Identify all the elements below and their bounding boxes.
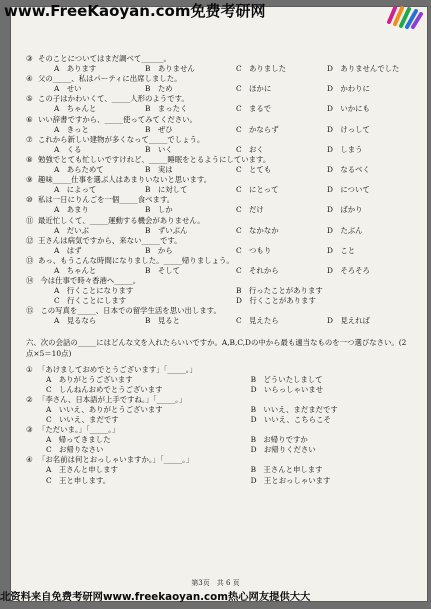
option-a[interactable]: A ちゃんと — [54, 104, 97, 114]
option-d[interactable]: D お帰りください — [250, 445, 316, 455]
option-c[interactable]: C しんねんおめでとうございます — [46, 384, 163, 394]
option-d[interactable]: D いいえ、こちらこそ — [250, 415, 331, 424]
question-text: 今は仕事で時々香港へ_____。 — [40, 276, 141, 286]
question-list — [26, 54, 418, 276]
option-a[interactable]: A によって — [54, 185, 97, 195]
dialogue-item — [26, 425, 418, 455]
question-text: 父の_____、私はパーティに出席しました。 — [38, 74, 182, 84]
footer-banner: 北资料来自免费考研网www.freekaoyan.com热心网友提供大大 — [0, 591, 311, 603]
question-text: 「ただいま。」「_____。」 — [38, 425, 120, 435]
site-banner — [0, 0, 431, 22]
question-item — [26, 216, 418, 236]
option-d[interactable]: D について — [327, 185, 370, 195]
option-d[interactable]: D こと — [327, 245, 356, 255]
option-b[interactable]: B そして — [145, 265, 180, 275]
question-number: ④ — [26, 455, 33, 465]
page-number: 第3页 共 6 页 — [191, 579, 240, 587]
option-c[interactable]: C それから — [236, 265, 279, 275]
dialogue-item — [26, 455, 418, 485]
option-b[interactable]: B から — [145, 245, 173, 255]
options — [26, 125, 418, 135]
option-a[interactable]: A いいえ、ありがとうございます — [46, 404, 163, 414]
option-b[interactable]: B 実は — [145, 165, 173, 175]
options — [26, 465, 418, 485]
option-d[interactable]: D なるべく — [327, 165, 370, 175]
exam-content — [26, 54, 418, 486]
question-text: いい辞書ですから、_____使ってみてください。 — [38, 114, 197, 124]
question-number: ③ — [26, 54, 33, 63]
option-d[interactable]: D そろそろ — [327, 265, 370, 275]
options — [26, 286, 418, 306]
option-c[interactable]: C 行くことにします — [54, 296, 127, 306]
question-number: ⑫ — [26, 235, 34, 245]
question-item — [26, 135, 418, 155]
option-d[interactable]: D 王とおっしゃいます — [250, 475, 331, 485]
option-b[interactable]: B ずいぶん — [145, 225, 188, 235]
dialogue-item — [26, 365, 418, 395]
option-a[interactable]: A あまり — [54, 205, 89, 215]
options — [26, 185, 418, 195]
question-item — [26, 236, 418, 256]
question-item — [26, 195, 418, 215]
option-d[interactable]: D ばかり — [327, 205, 363, 215]
question-item — [26, 54, 418, 74]
option-c[interactable]: C ありました — [236, 64, 286, 74]
option-a[interactable]: A 王さんと申します — [46, 465, 118, 475]
question-number: ⑨ — [26, 175, 33, 185]
option-a[interactable]: A きっと — [54, 124, 89, 134]
option-d[interactable]: D けっして — [327, 124, 370, 134]
option-d[interactable]: D たぶん — [327, 225, 363, 235]
option-b[interactable]: B しか — [145, 205, 173, 215]
options — [26, 104, 418, 114]
option-b[interactable]: B に対して — [145, 185, 188, 195]
options — [26, 266, 418, 276]
option-b[interactable]: B 王さんと申します — [250, 465, 323, 475]
options — [26, 246, 418, 256]
option-b[interactable]: B ありません — [145, 64, 195, 74]
option-c[interactable]: C 見えたら — [236, 316, 279, 326]
dialogue-item — [26, 395, 418, 425]
option-c[interactable]: C 王と申します。 — [46, 475, 111, 485]
options — [26, 316, 418, 326]
option-b[interactable]: B ぜひ — [145, 124, 173, 134]
option-c[interactable]: C かならず — [236, 124, 279, 134]
option-a[interactable]: A はず — [54, 245, 82, 255]
option-b[interactable]: B どういたしまして — [250, 374, 323, 384]
question-number: ⑦ — [26, 134, 33, 144]
section-6-instructions: 六、次の会話の_____にはどんな文を入れたらいいですか。A,B,C,Dの中から最も適当なものを一つ選びなさい。(2点×5＝10点) — [26, 337, 407, 358]
question-number: ① — [26, 364, 33, 374]
option-c[interactable]: C いいえ、まだです — [46, 415, 119, 424]
option-a[interactable]: A 行くことになります — [54, 286, 134, 296]
option-d[interactable]: D 行くことがあります — [236, 296, 316, 306]
question-text: 「李さん、日本語が上手ですね。」「_____。」 — [38, 394, 187, 404]
option-c[interactable]: C ほかに — [236, 84, 272, 94]
option-d[interactable]: D かわりに — [327, 84, 370, 94]
option-a[interactable]: A くる — [54, 144, 82, 154]
question-item — [26, 94, 418, 114]
question-text: あっ、もうこんな時間になりました。_____帰りましょう。 — [38, 255, 234, 265]
options — [26, 205, 418, 215]
options — [26, 226, 418, 236]
option-a[interactable]: A あります — [54, 64, 97, 74]
question-number: ⑧ — [26, 154, 33, 164]
question-text: この写真を_____、日本での留学生活を思い出します。 — [40, 306, 221, 316]
option-d[interactable]: D ありませんでした — [327, 64, 400, 74]
options — [26, 375, 418, 395]
option-b[interactable]: B お帰りですか — [250, 435, 308, 445]
question-number: ⑬ — [26, 255, 34, 265]
question-number: ⑪ — [26, 215, 34, 225]
question-text: そのことについてはまだ調べて______。 — [38, 54, 171, 63]
question-number: ② — [26, 394, 33, 404]
question-item — [26, 155, 418, 175]
option-b[interactable]: B 見ると — [145, 316, 180, 326]
question-text: 「お名前は何とおっしゃいますか。」「_____。」 — [38, 455, 194, 465]
question-number: ⑤ — [26, 94, 33, 104]
question-item — [26, 74, 418, 94]
options — [26, 145, 418, 155]
option-a[interactable]: A だいぶ — [54, 225, 89, 235]
question-text: この子はかわいくて、_____人形のようです。 — [38, 94, 189, 104]
options — [26, 84, 418, 94]
option-c[interactable]: C とても — [236, 165, 272, 175]
option-b[interactable]: B いいえ、まだまだです — [250, 404, 338, 414]
question-item — [26, 175, 418, 195]
dialogue-list — [26, 365, 418, 486]
option-d[interactable]: D いかにも — [327, 104, 370, 114]
question-text: 趣味_____仕事を選ぶ人はあまりいないと思います。 — [38, 175, 212, 185]
option-a[interactable]: A 帰ってきました — [46, 435, 111, 445]
option-d[interactable]: D 見えれば — [327, 316, 370, 326]
option-c[interactable]: C まるで — [236, 104, 272, 114]
option-c[interactable]: C つもり — [236, 245, 272, 255]
option-d[interactable]: D しまう — [327, 144, 363, 154]
question-15 — [26, 306, 418, 326]
question-number: ⑥ — [26, 114, 33, 124]
options — [26, 64, 418, 74]
site-logo-icon — [381, 2, 425, 32]
option-d[interactable]: D いらっしゃいませ — [250, 384, 324, 394]
site-name: www.FreeKaoyan.com免费考研网 — [4, 2, 266, 20]
option-a[interactable]: A あらためて — [54, 165, 104, 175]
options — [26, 165, 418, 175]
question-number: ⑮ — [26, 306, 34, 316]
option-b[interactable]: B 行ったことがあります — [236, 286, 323, 296]
question-item — [26, 256, 418, 276]
option-c[interactable]: C だけ — [236, 205, 264, 215]
question-text: 勉強でとても忙しいですけれど、_____睡眠をとるようにしています。 — [38, 154, 271, 164]
option-a[interactable]: A ちゃんと — [54, 265, 97, 275]
question-item — [26, 115, 418, 135]
question-text: 私は一日にりんごを一個_____食べます。 — [38, 195, 175, 205]
option-b[interactable]: B まったく — [145, 104, 188, 114]
option-a[interactable]: A せい — [54, 84, 82, 94]
option-a[interactable]: A ありがとうございます — [46, 374, 133, 384]
option-c[interactable]: C なかなか — [236, 225, 279, 235]
question-text: これから新しい建物が多くなって_____でしょう。 — [38, 134, 205, 144]
question-14 — [26, 276, 418, 306]
question-number: ③ — [26, 425, 33, 435]
option-a[interactable]: A 見るなら — [54, 316, 97, 326]
question-text: 最近忙しくて、_____運動する機会がありません。 — [38, 215, 205, 225]
option-b[interactable]: B いく — [145, 144, 173, 154]
option-c[interactable]: C おく — [236, 144, 264, 154]
option-c[interactable]: C お帰りなさい — [46, 445, 104, 455]
question-number: ⑭ — [26, 276, 34, 286]
option-b[interactable]: B ため — [145, 84, 173, 94]
options — [26, 435, 418, 455]
question-number: ⑩ — [26, 195, 33, 205]
question-number: ④ — [26, 74, 33, 84]
question-text: 「あけましておめでとうございます」「_____。」 — [38, 364, 197, 374]
option-c[interactable]: C にとって — [236, 185, 279, 195]
question-text: 王さんは病気ですから、来ない_____です。 — [38, 235, 182, 245]
options — [26, 405, 418, 425]
